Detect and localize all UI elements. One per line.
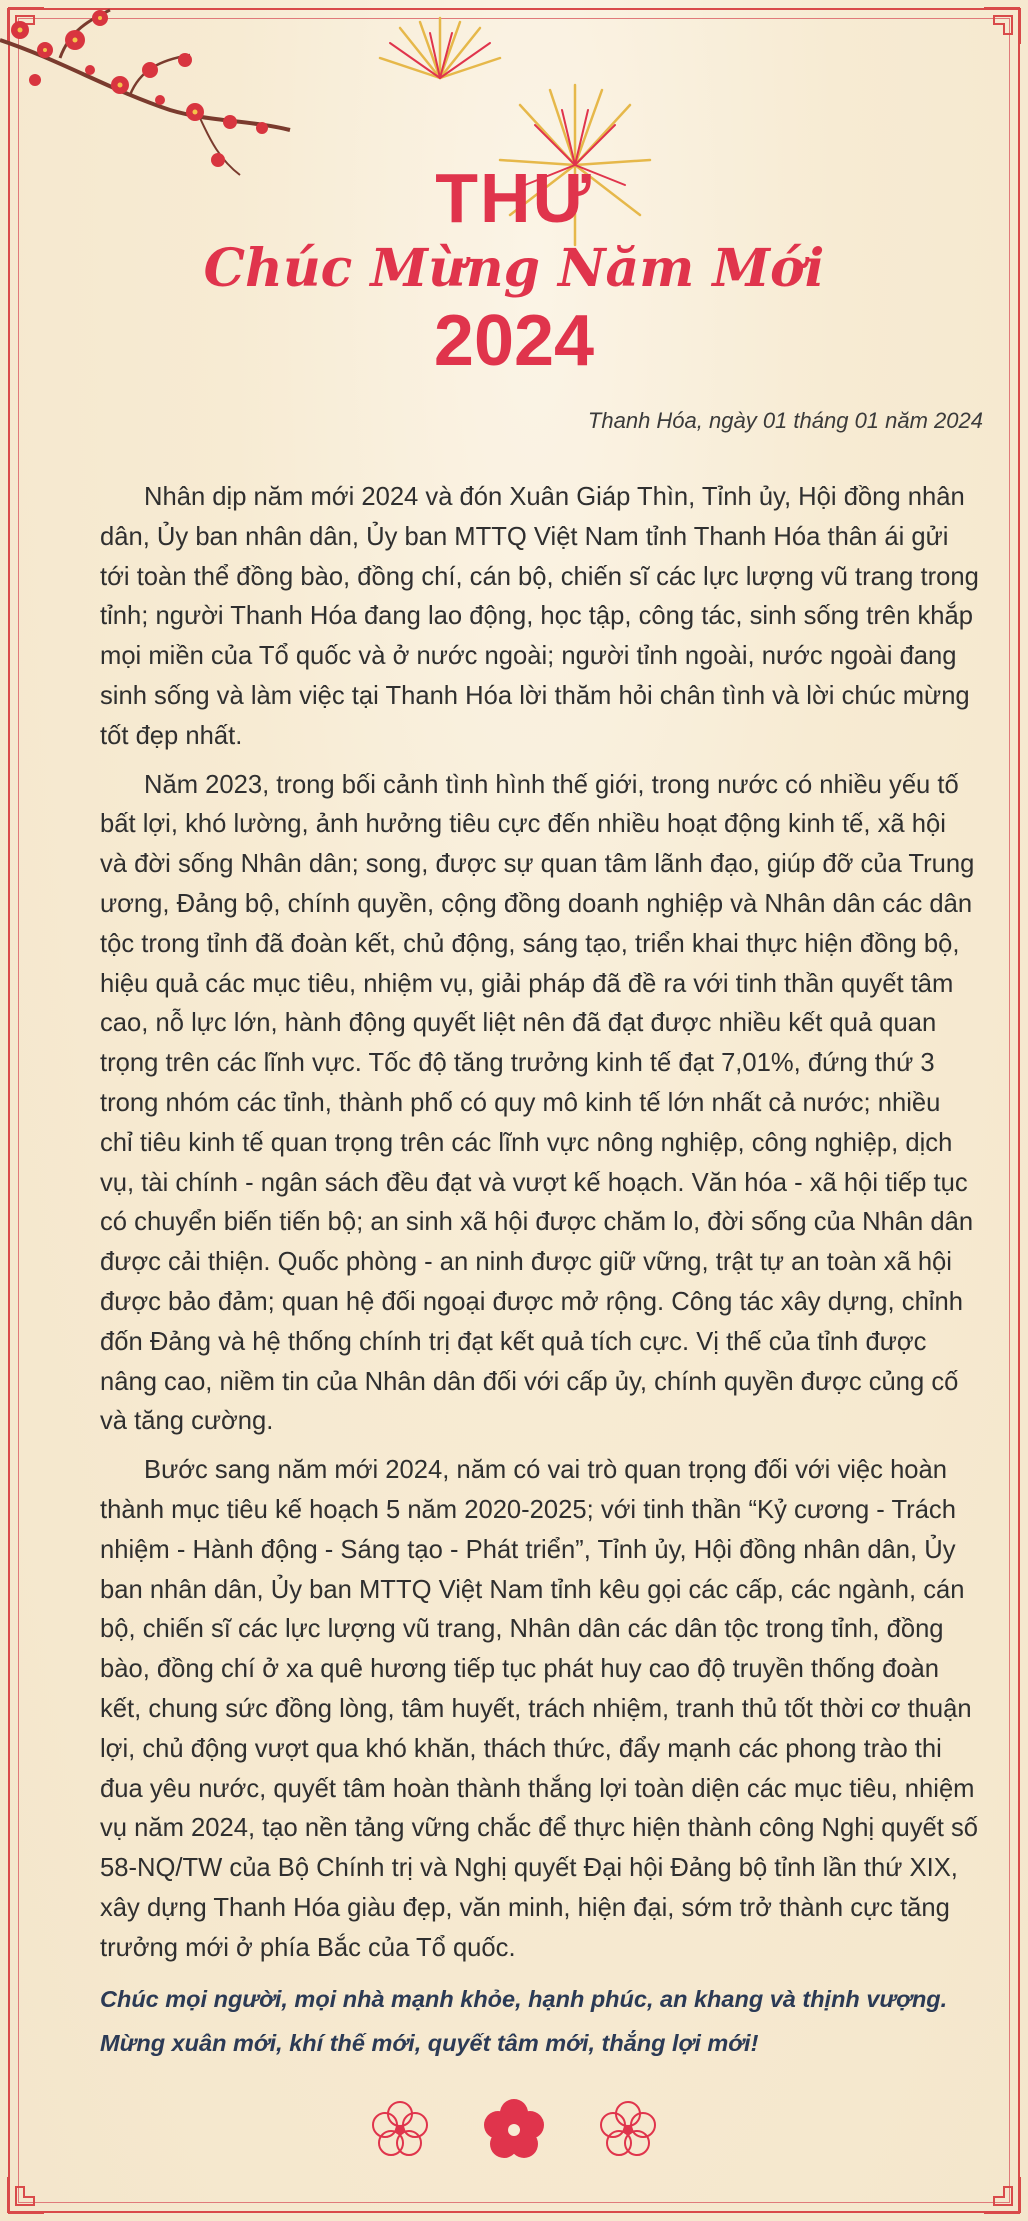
paragraph xyxy=(100,478,980,757)
new-year-greeting-title: Chúc Mừng Năm Mới xyxy=(203,238,825,299)
paragraph xyxy=(100,766,980,1443)
letter-title: THƯ xyxy=(435,159,593,237)
closing-wishes xyxy=(100,1977,980,2065)
paragraph xyxy=(100,1451,980,1968)
flower-ornaments xyxy=(0,2090,1028,2170)
plum-flower-icon xyxy=(601,2102,655,2155)
letter-body xyxy=(100,478,980,2065)
closing-line: Chúc mọi người, mọi nhà mạnh khỏe, hạnh phúc, an khang và thịnh vượng. xyxy=(100,1986,948,2013)
plum-flower-icon xyxy=(484,2099,544,2158)
paragraph-text: Nhân dịp năm mới 2024 và đón Xuân Giáp Thìn, Tỉnh ủy, Hội đồng nhân dân, Ủy ban nhân dân, Ủy ban MTTQ Việt Nam tỉnh Thanh Hóa thân ái gửi tới toàn thể đồng bào, đồng chí, cán bộ, chiến sĩ các lực lượng vũ trang trong tỉnh; người Thanh Hóa đang lao động, học tập, công tác, sinh sống trên khắp mọi miền của Tổ quốc và ở nước ngoài; người tỉnh ngoài, nước ngoài đang sinh sống và làm việc tại Thanh Hóa lời thăm hỏi chân tình và lời chúc mừng tốt đẹp nhất. xyxy=(100,483,979,750)
plum-flower-icon xyxy=(373,2102,427,2155)
corner-ornament-icon xyxy=(964,4,1024,64)
dateline: Thanh Hóa, ngày 01 tháng 01 năm 2024 xyxy=(587,408,983,433)
paragraph-text: Năm 2023, trong bối cảnh tình hình thế giới, trong nước có nhiều yếu tố bất lợi, khó lường, ảnh hưởng tiêu cực đến nhiều hoạt động kinh tế, xã hội và đời sống Nhân dân; song, được sự quan tâm lãnh đạo, giúp đỡ của Trung ương, Đảng bộ, chính quyền, cộng đồng doanh nghiệp và Nhân dân các dân tộc trong tỉnh đã đoàn kết, chủ động, sáng tạo, triển khai thực hiện đồng bộ, hiệu quả các mục tiêu, nhiệm vụ, giải pháp đã đề ra với tinh thần quyết tâm cao, nỗ lực lớn, hành động quyết liệt nên đã đạt được nhiều kết quả quan trọng trên các lĩnh vực. Tốc độ tăng trưởng kinh tế đạt 7,01%, đứng thứ 3 trong nhóm các tỉnh, thành phố có quy mô kinh tế lớn nhất cả nước; nhiều chỉ tiêu kinh tế quan trọng trên các lĩnh vực nông nghiệp, công nghiệp, dịch vụ, tài chính - ngân sách đều đạt và vượt kế hoạch. Văn hóa - xã hội tiếp tục có chuyển biến tiến bộ; an sinh xã hội được chăm lo, đời sống của Nhân dân được cải thiện. Quốc phòng - an ninh được giữ vững, trật tự an toàn xã hội được bảo đảm; quan hệ đối ngoại được mở rộng. Công tác xây dựng, chỉnh đốn Đảng và hệ thống chính trị đạt kết quả tích cực. Vị thế của tỉnh được nâng cao, niềm tin của Nhân dân đối với cấp ủy, chính quyền được củng cố và tăng cường. xyxy=(100,770,975,1436)
paragraph-text: Bước sang năm mới 2024, năm có vai trò quan trọng đối với việc hoàn thành mục tiêu kế hoạch 5 năm 2020-2025; với tinh thần “Kỷ cương - Trách nhiệm - Hành động - Sáng tạo - Phát triển”, Tỉnh ủy, Hội đồng nhân dân, Ủy ban nhân dân, Ủy ban MTTQ Việt Nam tỉnh kêu gọi các cấp, các ngành, cán bộ, chiến sĩ các lực lượng vũ trang, Nhân dân các dân tộc trong tỉnh, đồng bào, đồng chí ở xa quê hương tiếp tục phát huy cao độ truyền thống đoàn kết, chung sức đồng lòng, tâm huyết, trách nhiệm, tranh thủ tốt thời cơ thuận lợi, chủ động vượt qua khó khăn, thách thức, đẩy mạnh các phong trào thi đua yêu nước, quyết tâm hoàn thành thắng lợi toàn diện các mục tiêu, nhiệm vụ năm 2024, tạo nền tảng vững chắc để thực hiện thành công Nghị quyết số 58-NQ/TW của Bộ Chính trị và Nghị quyết Đại hội Đảng bộ tỉnh lần thứ XIX, xây dựng Thanh Hóa giàu đẹp, văn minh, hiện đại, sớm trở thành cực tăng trưởng mới ở phía Bắc của Tổ quốc. xyxy=(100,1456,979,1962)
closing-line: Mừng xuân mới, khí thế mới, quyết tâm mới, thắng lợi mới! xyxy=(100,2030,759,2057)
year-title: 2024 xyxy=(433,301,595,381)
